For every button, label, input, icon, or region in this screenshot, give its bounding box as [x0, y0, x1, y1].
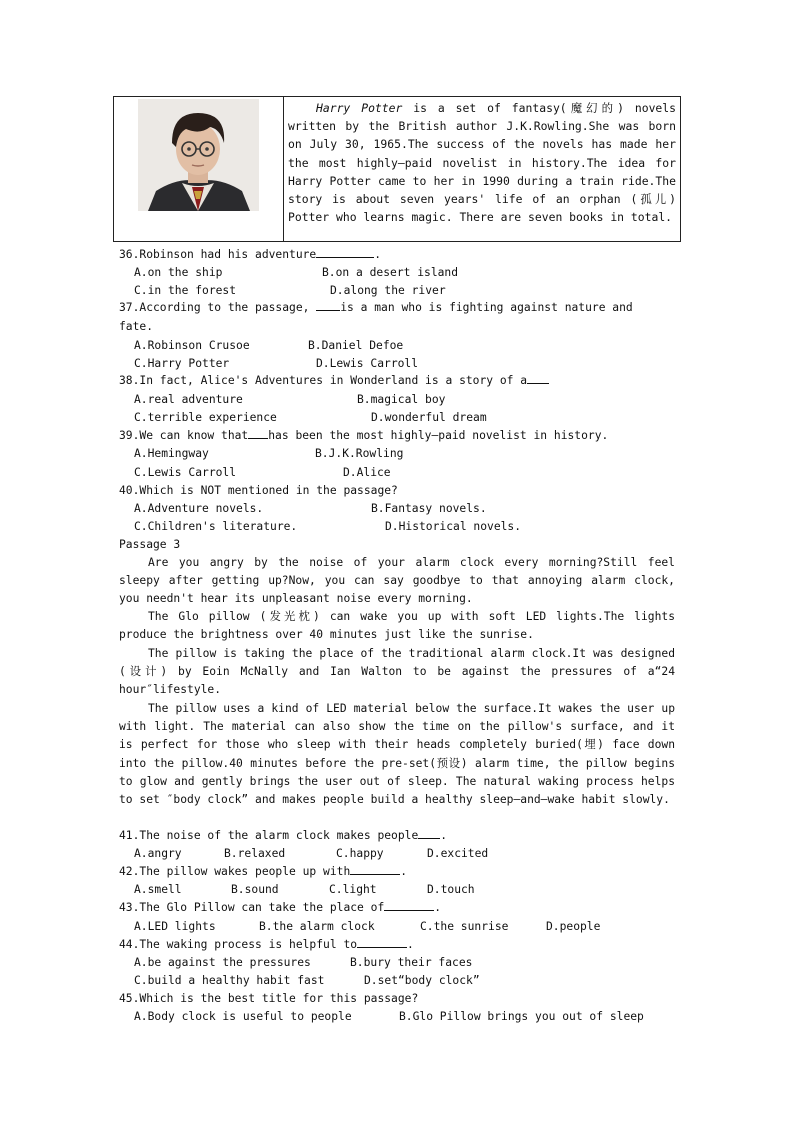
q36-option-a[interactable]: A.on the ship — [134, 266, 223, 279]
q41-option-d[interactable]: D.excited — [427, 847, 489, 860]
intro-text — [288, 99, 676, 226]
q43-option-c[interactable]: C.the sunrise — [420, 920, 509, 933]
q43-option-d[interactable]: D.people — [546, 920, 601, 933]
harry-potter-photo — [138, 99, 259, 211]
q42-option-c[interactable]: C.light — [329, 883, 377, 896]
q38-option-c[interactable]: C.terrible experience — [134, 411, 277, 424]
q44-option-d[interactable]: D.set“body clock” — [364, 974, 480, 987]
passage-3-paragraph-4: The pillow uses a kind of LED material below the surface.It wakes the user up with light. The material can also show the time on the pillow's surface, and it is perfect for those who sleep with their heads completely buried(埋) face down into the pillow.40 minutes before the pre-set(预设) alarm time, the pillow begins to glow and gently brings the user out of sleep. The natural waking process helps to set ″body clock” and makes people build a healthy sleep—and—wake habit slowly. — [119, 702, 675, 807]
q40-option-b[interactable]: B.Fantasy novels. — [371, 502, 487, 515]
q42-option-a[interactable]: A.smell — [134, 883, 182, 896]
intro-body: is a set of fantasy(魔幻的) novels written by the British author J.K.Rowling.She was born on July 30, 1965.The success of the novels has made her the most highly—paid novelist in history.The idea for Harry Potter came to her in 1990 during a train ride.The story is about seven years' life of an orphan (孤儿) Potter who learns magic. There are seven books in total. — [288, 101, 677, 225]
q39-option-c[interactable]: C.Lewis Carroll — [134, 466, 237, 479]
q41-option-b[interactable]: B.relaxed — [224, 847, 286, 860]
q44-option-c[interactable]: C.build a healthy habit fast — [134, 974, 325, 987]
q36-option-d[interactable]: D.along the river — [330, 284, 446, 297]
q39-option-d[interactable]: D.Alice — [343, 466, 391, 479]
question-38: 38.In fact, Alice's Adventures in Wonderland is a story of a — [119, 372, 549, 390]
passage-3-paragraph-2: The Glo pillow (发光枕) can wake you up with soft LED lights.The lights produce the brightness over 40 minutes just like the sunrise. — [119, 610, 675, 642]
question-45: 45.Which is the best title for this passage? — [119, 992, 419, 1005]
q43-option-a[interactable]: A.LED lights — [134, 920, 216, 933]
intro-title: Harry Potter — [316, 101, 403, 115]
q45-option-a[interactable]: A.Body clock is useful to people — [134, 1010, 352, 1023]
question-37-cont: fate. — [119, 320, 154, 333]
q42-option-b[interactable]: B.sound — [231, 883, 279, 896]
q37-option-c[interactable]: C.Harry Potter — [134, 357, 230, 370]
q40-option-c[interactable]: C.Children's literature. — [134, 520, 298, 533]
q44-option-b[interactable]: B.bury their faces — [350, 956, 473, 969]
q37-option-a[interactable]: A.Robinson Crusoe — [134, 339, 250, 352]
question-36: 36.Robinson had his adventure . — [119, 248, 382, 261]
q42-option-d[interactable]: D.touch — [427, 883, 475, 896]
question-39: 39.We can know that has been the most highly—paid novelist in history. — [119, 429, 609, 442]
intro-table — [113, 96, 681, 242]
passage-3-paragraph-1: Are you angry by the noise of your alarm clock every morning?Still feel sleepy after getting up?Now, you can say goodbye to that annoying alarm clock, you needn't hear its unpleasant noise every morning. — [119, 556, 675, 606]
table-divider — [283, 97, 284, 241]
q38-option-d[interactable]: D.wonderful dream — [371, 411, 487, 424]
question-43: 43.The Glo Pillow can take the place of . — [119, 901, 442, 914]
passage-3-heading: Passage 3 — [119, 538, 181, 551]
q43-option-b[interactable]: B.the alarm clock — [259, 920, 375, 933]
q37-option-b[interactable]: B.Daniel Defoe — [308, 339, 404, 352]
q36-option-b[interactable]: B.on a desert island — [322, 266, 459, 279]
q41-option-a[interactable]: A.angry — [134, 847, 182, 860]
question-37: 37.According to the passage, is a man who is fighting against nature and — [119, 301, 633, 314]
q44-option-a[interactable]: A.be against the pressures — [134, 956, 311, 969]
question-41: 41.The noise of the alarm clock makes people . — [119, 829, 448, 842]
question-44: 44.The waking process is helpful to . — [119, 938, 414, 951]
q36-option-c[interactable]: C.in the forest — [134, 284, 237, 297]
q39-option-b[interactable]: B.J.K.Rowling — [315, 447, 404, 460]
q40-option-d[interactable]: D.Historical novels. — [385, 520, 522, 533]
q38-option-b[interactable]: B.magical boy — [357, 393, 446, 406]
q45-option-b[interactable]: B.Glo Pillow brings you out of sleep — [399, 1010, 644, 1023]
question-42: 42.The pillow wakes people up with . — [119, 865, 408, 878]
q37-option-d[interactable]: D.Lewis Carroll — [316, 357, 419, 370]
question-40: 40.Which is NOT mentioned in the passage? — [119, 484, 398, 497]
q39-option-a[interactable]: A.Hemingway — [134, 447, 209, 460]
q40-option-a[interactable]: A.Adventure novels. — [134, 502, 264, 515]
q38-option-a[interactable]: A.real adventure — [134, 393, 243, 406]
q41-option-c[interactable]: C.happy — [336, 847, 384, 860]
passage-3-paragraph-3: The pillow is taking the place of the traditional alarm clock.It was designed (设计) by Eoin McNally and Ian Walton to be against the pressures of a“24 hour″lifestyle. — [119, 647, 675, 697]
